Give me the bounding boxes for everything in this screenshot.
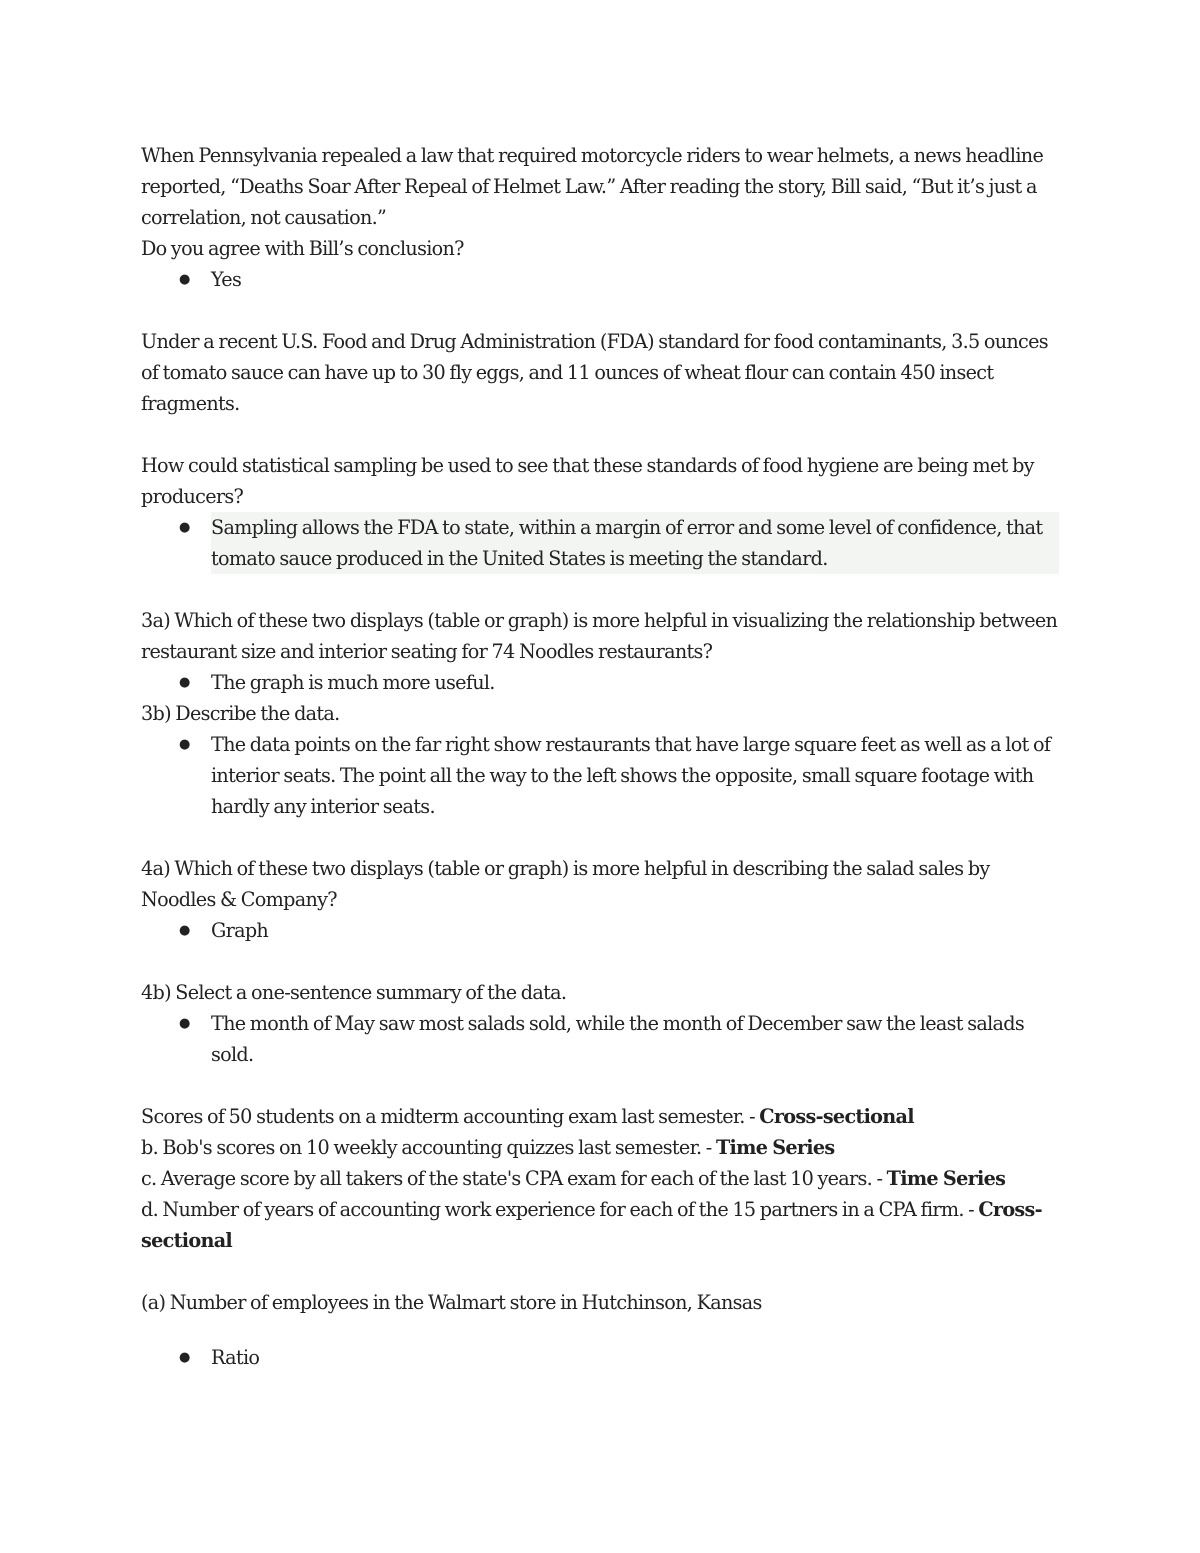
q5c-line bbox=[141, 1163, 1059, 1194]
q4b-question: 4b) Select a one-sentence summary of the data. bbox=[141, 981, 567, 1004]
q2-answer-list bbox=[141, 512, 1059, 574]
q2-answer: ● Sampling allows the FDA to state, within a margin of error and some level of confidence, that tomato sauce produced in the United States is meeting the standard. bbox=[211, 512, 1059, 574]
q5a-answer: Cross-sectional bbox=[759, 1105, 914, 1128]
q1-text: When Pennsylvania repealed a law that required motorcycle riders to wear helmets, a news headline reported, “Deaths Soar After Repeal of Helmet Law.” After reading the story, Bill said, “But it’s just a correlation, not causation.” bbox=[141, 144, 1044, 229]
q5d-text: d. Number of years of accounting work experience for each of the 15 partners in a CPA firm. - bbox=[141, 1198, 979, 1221]
q1-question: Do you agree with Bill’s conclusion? bbox=[141, 237, 464, 260]
q5d-line bbox=[141, 1194, 1059, 1256]
q3b-question: 3b) Describe the data. bbox=[141, 702, 340, 725]
q5c-text: c. Average score by all takers of the state's CPA exam for each of the last 10 years. - bbox=[141, 1167, 887, 1190]
q5d-answer: Cross-sectional bbox=[141, 1198, 1042, 1252]
q4a-question: 4a) Which of these two displays (table or graph) is more helpful in describing the salad sales by Noodles & Company? bbox=[141, 857, 990, 911]
q6-answer-list bbox=[141, 1342, 1059, 1373]
q3a-answer-list bbox=[141, 667, 1059, 698]
q4b-answer-list bbox=[141, 1008, 1059, 1070]
q2-text: Under a recent U.S. Food and Drug Administration (FDA) standard for food contaminants, 3.5 ounces of tomato sauce can have up to 30 fly eggs, and 11 ounces of wheat flour can contain 450 insect fragments. bbox=[141, 330, 1048, 415]
q5b-text: b. Bob's scores on 10 weekly accounting quizzes last semester. - bbox=[141, 1136, 716, 1159]
q5b-line bbox=[141, 1132, 1059, 1163]
q3a-question: 3a) Which of these two displays (table or graph) is more helpful in visualizing the relationship between restaurant size and interior seating for 74 Noodles restaurants? bbox=[141, 609, 1058, 663]
q6-question: (a) Number of employees in the Walmart store in Hutchinson, Kansas bbox=[141, 1291, 762, 1314]
q4a-answer-list bbox=[141, 915, 1059, 946]
q6-answer: ● Ratio bbox=[211, 1342, 1059, 1373]
document-page bbox=[141, 140, 1059, 1373]
q4b-answer: ● The month of May saw most salads sold, while the month of December saw the least salads sold. bbox=[211, 1008, 1059, 1070]
q1-answer: ● Yes bbox=[211, 264, 1059, 295]
q3b-answer: ● The data points on the far right show restaurants that have large square feet as well as a lot of interior seats. The point all the way to the left shows the opposite, small square footage with hardly any interior seats. bbox=[211, 729, 1059, 822]
q5c-answer: Time Series bbox=[886, 1167, 1006, 1190]
q2-question: How could statistical sampling be used to see that these standards of food hygiene are being met by producers? bbox=[141, 454, 1034, 508]
q5b-answer: Time Series bbox=[715, 1136, 835, 1159]
q1-answer-list bbox=[141, 264, 1059, 295]
q5a-text: Scores of 50 students on a midterm accounting exam last semester. - bbox=[141, 1105, 760, 1128]
q4a-answer: ● Graph bbox=[211, 915, 1059, 946]
q5a-line bbox=[141, 1101, 1059, 1132]
q3a-answer: ● The graph is much more useful. bbox=[211, 667, 1059, 698]
q3b-answer-list bbox=[141, 729, 1059, 822]
